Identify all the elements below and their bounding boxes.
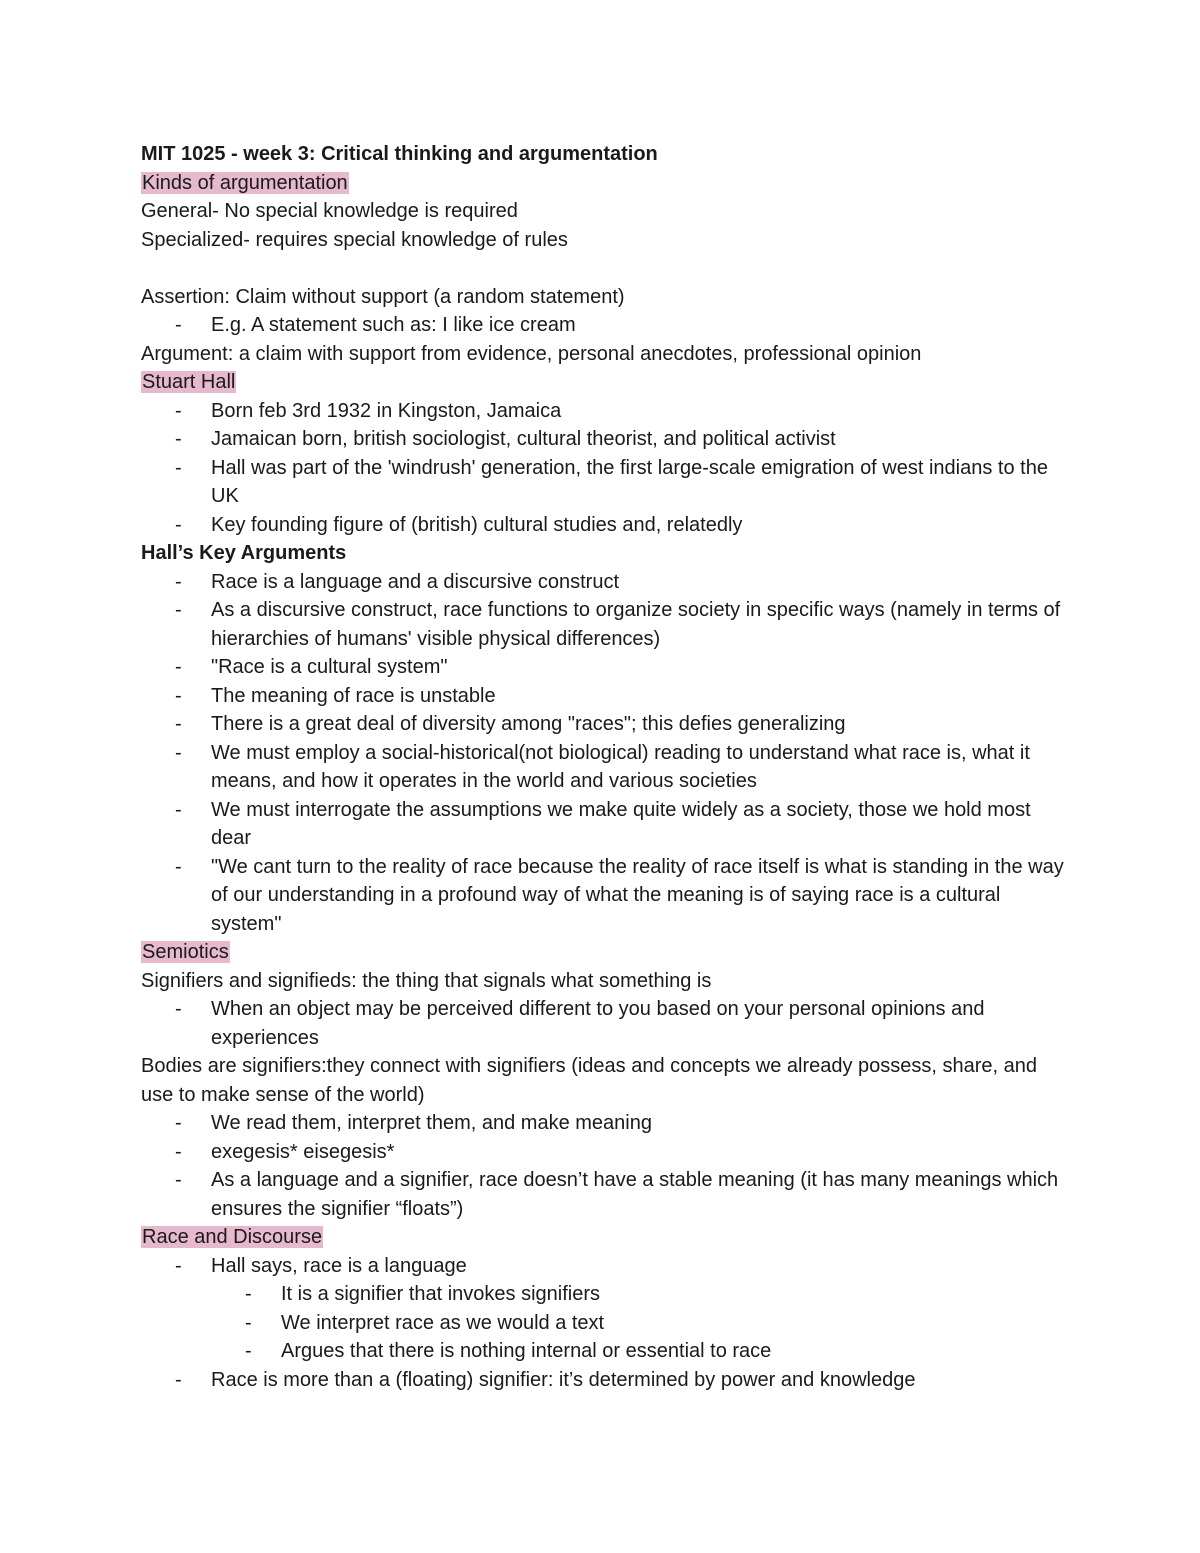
- bullet-text: E.g. A statement such as: I like ice cream: [211, 314, 576, 336]
- blank-line: [141, 254, 1066, 283]
- bullet-dash: -: [175, 1112, 182, 1134]
- bullet-item: [141, 397, 1066, 426]
- bullet-dash: -: [245, 1311, 252, 1334]
- bold-heading: Hall’s Key Arguments: [141, 542, 347, 564]
- bullet-dash: -: [175, 599, 182, 621]
- bullet-dash: -: [175, 798, 182, 821]
- paragraph-line: Signifiers and signifieds: the thing that signals what something is: [141, 969, 712, 992]
- bullet-dash: -: [175, 713, 182, 735]
- bullet-text: Hall says, race is a language: [211, 1254, 467, 1277]
- bullet-item: [141, 796, 1066, 853]
- page-title: MIT 1025 - week 3: Critical thinking and argumentation: [141, 143, 658, 165]
- bullet-text: Race is a language and a discursive construct: [211, 570, 620, 593]
- bullet-dash: -: [175, 570, 182, 593]
- sub-bullet-item: [141, 1280, 1066, 1309]
- bullet-dash: -: [175, 741, 182, 764]
- bullet-item: [141, 454, 1066, 511]
- bullet-item: [141, 425, 1066, 454]
- bullet-dash: -: [175, 456, 182, 479]
- bullet-text: As a discursive construct, race functions to organize society in specific ways (namely in terms of hierarchies of humans' visible physical differences): [211, 599, 1061, 650]
- bullet-text: Argues that there is nothing internal or essential to race: [281, 1340, 772, 1362]
- bullet-item: [141, 682, 1066, 711]
- section-heading: [141, 368, 1066, 397]
- bullet-text: As a language and a signifier, race doesn’t have a stable meaning (it has many meanings which ensures the signifier “floats”): [211, 1169, 1059, 1220]
- bullet-item: [141, 710, 1066, 739]
- notes-content: [141, 169, 1066, 1395]
- bullet-text: Key founding figure of (british) cultural studies and, relatedly: [211, 513, 743, 536]
- bullet-item: [141, 568, 1066, 597]
- bullet-text: It is a signifier that invokes signifiers: [281, 1283, 601, 1305]
- bullet-item: [141, 311, 1066, 340]
- document-body: [141, 140, 1066, 1394]
- bullet-text: When an object may be perceived different to you based on your personal opinions and experiences: [211, 998, 985, 1049]
- bullet-item: [141, 511, 1066, 540]
- bullet-text: The meaning of race is unstable: [211, 684, 496, 707]
- bullet-text: Jamaican born, british sociologist, cultural theorist, and political activist: [211, 428, 836, 450]
- bullet-text: Born feb 3rd 1932 in Kingston, Jamaica: [211, 399, 562, 422]
- bullet-text: We read them, interpret them, and make meaning: [211, 1112, 652, 1134]
- bullet-item: [141, 1252, 1066, 1281]
- sub-bullet-item: [141, 1337, 1066, 1366]
- bullet-dash: -: [175, 998, 182, 1020]
- bullet-text: "We cant turn to the reality of race because the reality of race itself is what is standing in the way of our understanding in a profound way of what the meaning is of saying race is a cultural system": [211, 855, 1064, 935]
- highlighted-heading-text: Race and Discourse: [142, 1226, 323, 1248]
- bullet-item: [141, 1109, 1066, 1138]
- section-heading: [141, 938, 1066, 967]
- bullet-item: [141, 1138, 1066, 1167]
- paragraph-line: General- No special knowledge is required: [141, 200, 518, 222]
- bullet-dash: -: [245, 1340, 252, 1362]
- bullet-dash: -: [175, 656, 182, 678]
- bullet-dash: -: [175, 1368, 182, 1391]
- highlighted-heading-text: Kinds of argumentation: [142, 171, 348, 194]
- bullet-dash: -: [175, 1140, 182, 1163]
- bullet-item: [141, 653, 1066, 682]
- bullet-dash: -: [175, 1254, 182, 1277]
- bullet-text: Race is more than a (floating) signifier: it’s determined by power and knowledge: [211, 1368, 916, 1391]
- section-heading: [141, 169, 1066, 198]
- bullet-text: There is a great deal of diversity among "races"; this defies generalizing: [211, 713, 846, 735]
- paragraph-line: Bodies are signifiers:they connect with signifiers (ideas and concepts we already possess, share, and use to make sense of the world): [141, 1055, 1038, 1106]
- paragraph-line: Assertion: Claim without support (a random statement): [141, 285, 625, 308]
- bullet-text: We must employ a social-historical(not biological) reading to understand what race is, what it means, and how it operates in the world and various societies: [211, 741, 1030, 792]
- sub-bullet-item: [141, 1309, 1066, 1338]
- bullet-text: exegesis* eisegesis*: [211, 1140, 395, 1163]
- bullet-text: Hall was part of the 'windrush' generation, the first large-scale emigration of west indians to the UK: [211, 456, 1048, 507]
- section-heading: [141, 1223, 1066, 1252]
- paragraph-line: Argument: a claim with support from evidence, personal anecdotes, professional opinion: [141, 342, 922, 365]
- bullet-item: [141, 739, 1066, 796]
- bullet-text: "Race is a cultural system": [211, 656, 448, 678]
- bullet-dash: -: [175, 513, 182, 536]
- bullet-item: [141, 596, 1066, 653]
- bullet-item: [141, 1366, 1066, 1395]
- bullet-dash: -: [175, 428, 182, 450]
- bullet-dash: -: [245, 1283, 252, 1305]
- bullet-dash: -: [175, 684, 182, 707]
- paragraph-line: Specialized- requires special knowledge of rules: [141, 228, 568, 251]
- bullet-item: [141, 853, 1066, 939]
- bullet-dash: -: [175, 855, 182, 878]
- bullet-item: [141, 1166, 1066, 1223]
- bullet-text: We interpret race as we would a text: [281, 1311, 605, 1334]
- highlighted-heading-text: Semiotics: [142, 941, 229, 963]
- bullet-dash: -: [175, 399, 182, 422]
- highlighted-heading-text: Stuart Hall: [142, 371, 236, 393]
- bullet-dash: -: [175, 1169, 182, 1191]
- bullet-text: We must interrogate the assumptions we make quite widely as a society, those we hold most dear: [211, 798, 1031, 849]
- bullet-dash: -: [175, 314, 182, 336]
- bullet-item: [141, 995, 1066, 1052]
